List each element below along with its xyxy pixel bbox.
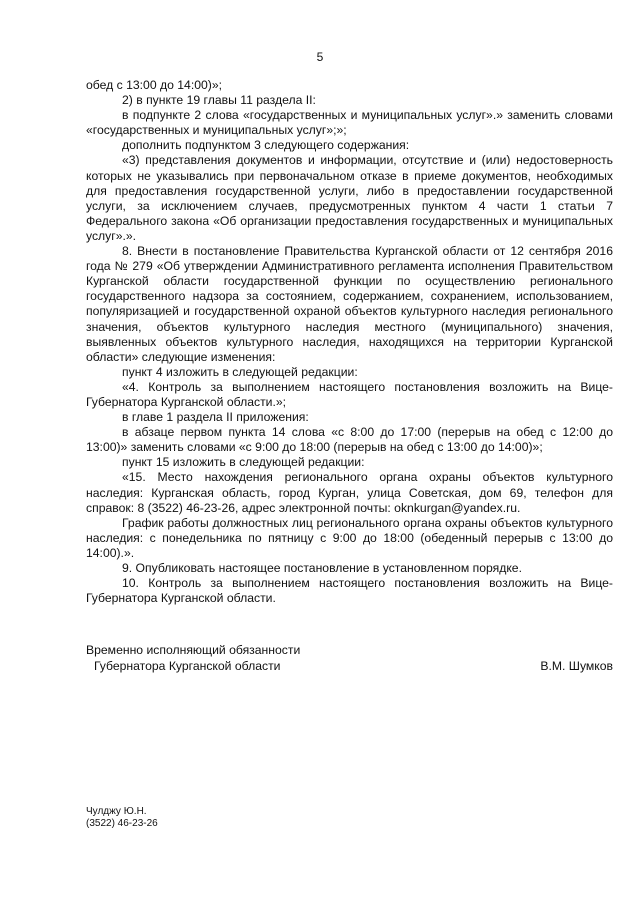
paragraph: «15. Место нахождения регионального органа охраны объектов культурного наследия: Курганская область, город Курган, улица Советская, дом 69, телефон для справок: 8 (3522) 46-23-26, адрес электронной почты: oknkurgan@yandex.ru. — [86, 470, 613, 515]
paragraph: «3) представления документов и информации, отсутствие и (или) недостоверность которых не указывались при первоначальном отказе в приеме документов, необходимых для предоставления государственной услуги, либо в предоставлении государственной услуги, за исключением случаев, предусмотренных пунктом 4 части 1 статьи 7 Федерального закона «Об организации предоставления государственных и муниципальных услуг».». — [86, 153, 613, 243]
executor-name: Чулджу Ю.Н. — [86, 806, 147, 817]
paragraph: дополнить подпунктом 3 следующего содержания: — [122, 138, 410, 153]
executor-footer — [86, 806, 158, 830]
signature-block — [86, 642, 613, 674]
paragraph: График работы должностных лиц регионального органа охраны объектов культурного наследия: с понедельника по пятницу с 9:00 до 18:00 (обеденный перерыв с 13:00 до 14:00).». — [86, 515, 613, 560]
paragraph: 2) в пункте 19 главы 11 раздела II: — [122, 93, 316, 108]
page-number: 5 — [316, 50, 324, 64]
signature-title-line1: Временно исполняющий обязанности — [86, 643, 301, 657]
paragraph: «4. Контроль за выполнением настоящего постановления возложить на Вице-Губернатора Курганской области.»; — [86, 379, 613, 409]
paragraph: обед с 13:00 до 14:00)»; — [86, 78, 222, 92]
signature-title-line2: Губернатора Курганской области — [94, 659, 281, 673]
paragraph: в абзаце первом пункта 14 слова «с 8:00 до 17:00 (перерыв на обед с 12:00 до 13:00)» заменить словами «с 9:00 до 18:00 (перерыв на обед с 13:00 до 14:00)»; — [86, 425, 613, 455]
paragraph: пункт 4 изложить в следующей редакции: — [122, 364, 358, 379]
paragraph: 10. Контроль за выполнением настоящего постановления возложить на Вице-Губернатора Курганской области. — [86, 576, 613, 606]
paragraph: в подпункте 2 слова «государственных и муниципальных услуг».» заменить словами «государственных и муниципальных услуг»;»; — [86, 108, 613, 138]
paragraph: пункт 15 изложить в следующей редакции: — [122, 455, 365, 470]
paragraph: 9. Опубликовать настоящее постановление в установленном порядке. — [122, 561, 522, 575]
document-body — [86, 78, 613, 606]
executor-phone: (3522) 46-23-26 — [86, 818, 158, 829]
paragraph: 8. Внести в постановление Правительства Курганской области от 12 сентября 2016 года № 279 «Об утверждении Административного регламента исполнения Правительством Курганской области государственной функции по осуществлению регионального государственного надзора за состоянием, содержанием, сохранением, использованием, популяризацией и государственной охраной объектов культурного наследия регионального значения, объектов культурного наследия местного (муниципального) значения, выявленных объектов культурного наследия, находящихся на территории Курганской области» следующие изменения: — [86, 244, 613, 364]
paragraph: в главе 1 раздела II приложения: — [122, 410, 309, 425]
signatory-name: В.М. Шумков — [540, 659, 613, 673]
